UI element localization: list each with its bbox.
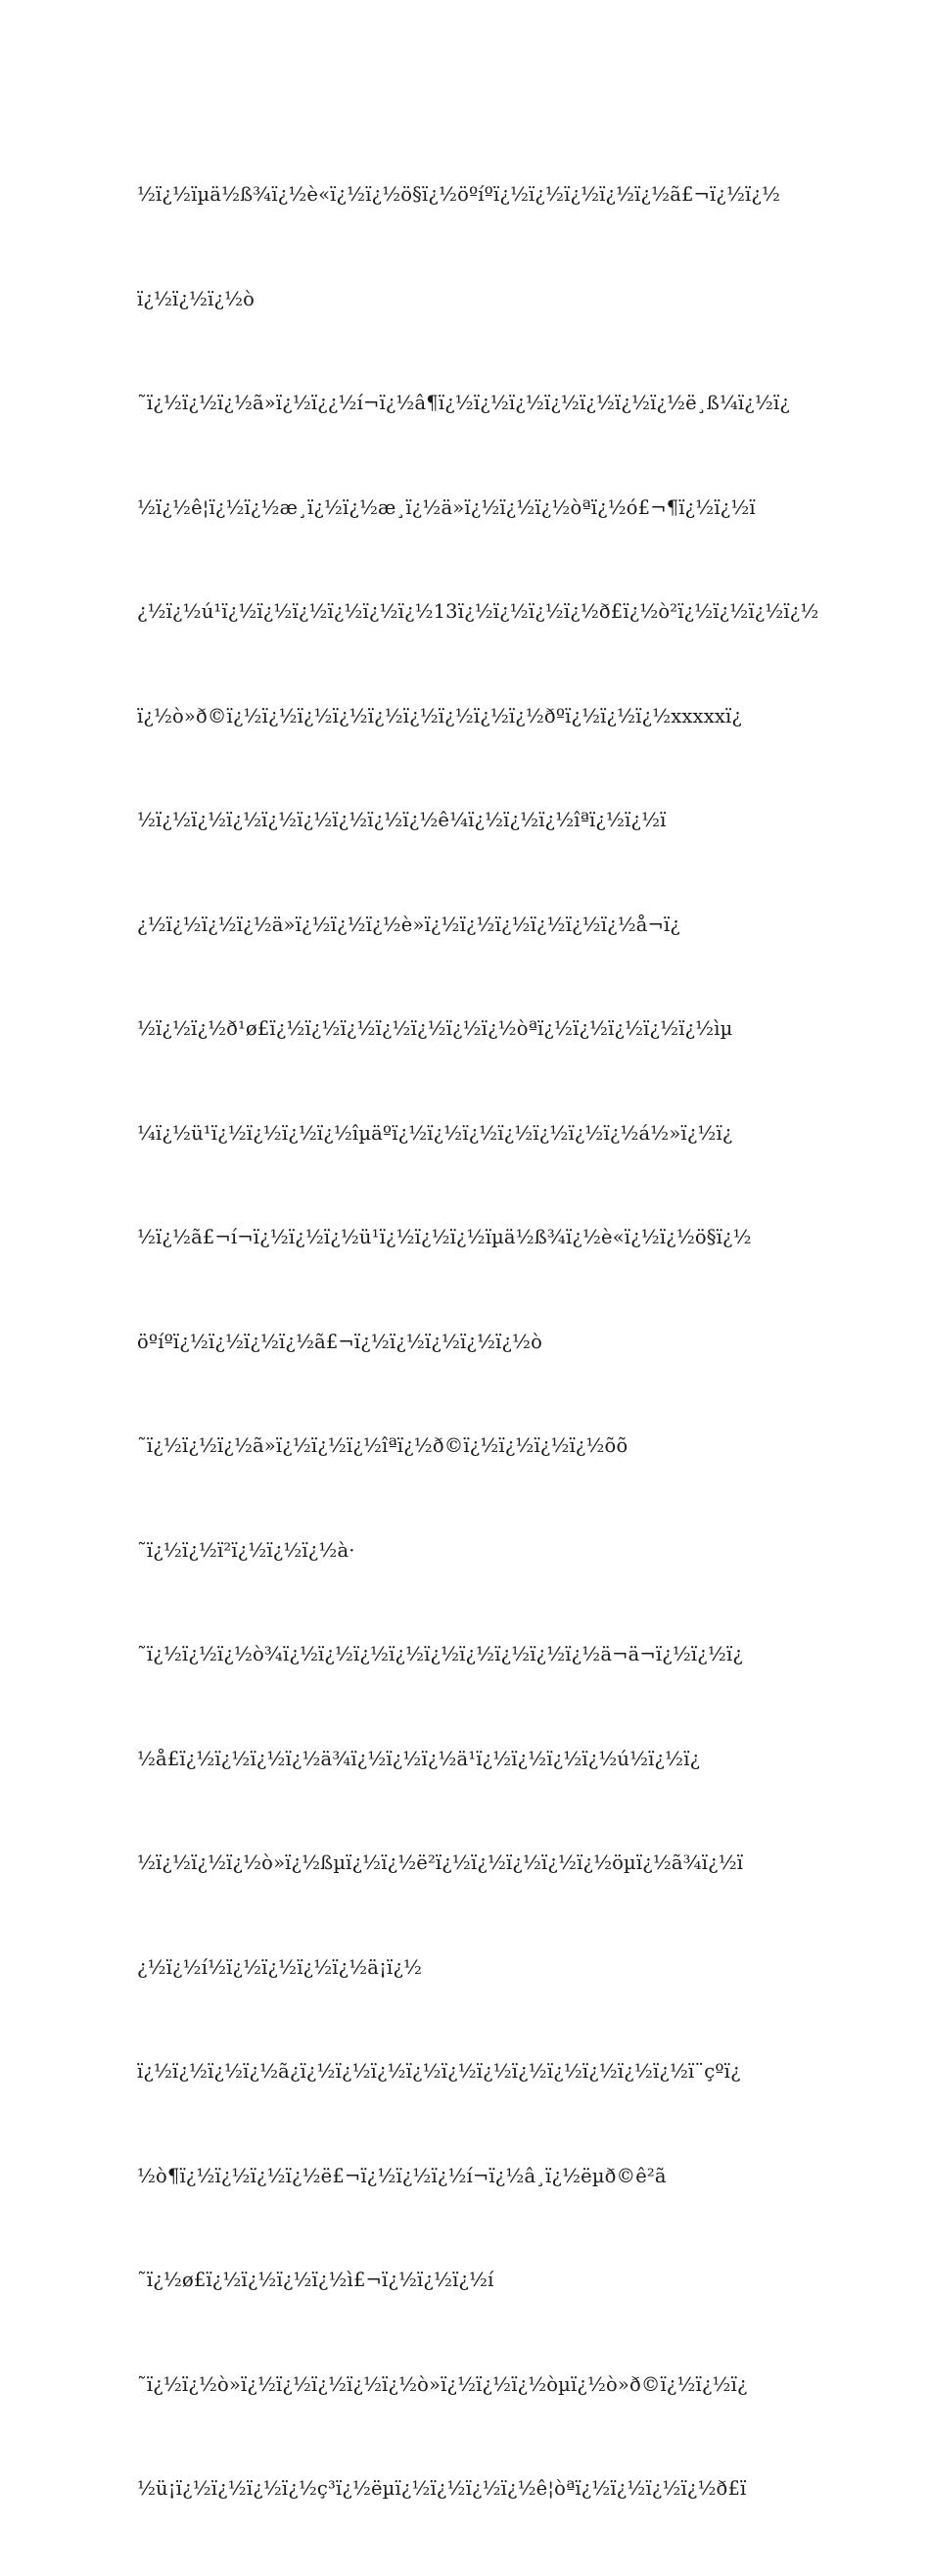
text-line: ˜ï¿½ï¿½ï¿½ã»ï¿½ï¿½ï¿½îªï¿½ð©ï¿½ï¿½ï¿½ï¿½õõ bbox=[137, 1434, 628, 1457]
text-line: ½å£ï¿½ï¿½ï¿½ï¿½ä¾ï¿½ï¿½ï¿½ä¹ï¿½ï¿½ï¿½ï¿½ú½ï¿½ï¿ bbox=[137, 1747, 701, 1770]
text-line: öºíºï¿½ï¿½ï¿½ï¿½ã£¬ï¿½ï¿½ï¿½ï¿½ï¿½ò bbox=[137, 1330, 542, 1353]
text-line: ˜ï¿½ï¿½ï¿½ò¾ï¿½ï¿½ï¿½ï¿½ï¿½ï¿½ï¿½ï¿½ï¿½ä¬ä¬ï¿½ï¿½ï¿ bbox=[137, 1643, 743, 1665]
text-line: ˜ï¿½ï¿½ï²ï¿½ï¿½ï¿½à· bbox=[137, 1538, 355, 1562]
text-line: ¼ï¿½ü¹ï¿½ï¿½ï¿½ï¿½îµäºï¿½ï¿½ï¿½ï¿½ï¿½ï¿½ï¿½á½»ï¿½ï¿ bbox=[137, 1121, 733, 1145]
text-line: ˜ï¿½ø£ï¿½ï¿½ï¿½ï¿½ì£¬ï¿½ï¿½ï¿½í bbox=[137, 2269, 494, 2291]
text-line: ¿½ï¿½ú¹ï¿½ï¿½ï¿½ï¿½ï¿½ï¿½13ï¿½ï¿½ï¿½ï¿½ð£ï¿½ò²ï¿½ï¿½ï¿½ï¿½ bbox=[137, 600, 819, 623]
text-line: ½ï¿½ã£¬í¬ï¿½ï¿½ï¿½ü¹ï¿½ï¿½ï¿½ïµä½ß¾ï¿½è«ï¿½ï¿½ö§ï¿½ bbox=[137, 1226, 752, 1248]
text-line: ¿½ï¿½í½ï¿½ï¿½ï¿½ï¿½ä¡ï¿½ bbox=[137, 1955, 423, 1979]
text-line: ˜ï¿½ï¿½ï¿½ã»ï¿½ï¿¿½í¬ï¿½â¶ï¿½ï¿½ï¿½ï¿½ï¿½ï¿½ï¿½ë¸ß¼ï¿½ï¿ bbox=[137, 392, 790, 414]
text-line: ï¿½ò»ð©ï¿½ï¿½ï¿½ï¿½ï¿½ï¿½ï¿½ï¿½ï¿½ðºï¿½ï¿½ï¿½xxxxxï¿ bbox=[137, 704, 742, 727]
text-line: ¿½ï¿½ï¿½ï¿½ä»ï¿½ï¿½ï¿½è»ï¿½ï¿½ï¿½ï¿½ï¿½ï¿½å¬ï¿ bbox=[137, 913, 681, 936]
text-line: ½ü¡ï¿½ï¿½ï¿½ï¿½ç³ï¿½ëµï¿½ï¿½ï¿½ï¿½ê¦òªï¿½ï¿½ï¿½ï¿½ð£ï bbox=[137, 2477, 747, 2500]
text-line: ½ï¿½ê¦ï¿½ï¿½æ¸ï¿½ï¿½æ¸ï¿½ä»ï¿½ï¿½ï¿½òªï¿½ó£¬¶ï¿½ï¿½ï bbox=[137, 495, 756, 519]
text-line: ½ò¶ï¿½ï¿½ï¿½ï¿½ë£¬ï¿½ï¿½ï¿½í¬ï¿½â¸ï¿½ëµð©ê²ã bbox=[137, 2164, 667, 2187]
text-line: ½ï¿½ï¿½ï¿½ï¿½ï¿½ï¿½ï¿½ï¿½ê¼ï¿½ï¿½ï¿½îªï¿½ï¿½ï bbox=[137, 809, 667, 831]
text-line: ï¿½ï¿½ï¿½ï¿½ã¿ï¿½ï¿½ï¿½ï¿½ï¿½ï¿½ï¿½ï¿½ï¿½ï¿½ï¿½ï¨çºï¿ bbox=[137, 2060, 741, 2083]
text-line: ½ï¿½ï¿½ï¿½ò»ï¿½ßµï¿½ï¿½ë²ï¿½ï¿½ï¿½ï¿½ï¿½öµï¿½ã¾ï¿½ï bbox=[137, 1851, 744, 1874]
document-body-text bbox=[137, 108, 819, 2576]
text-line: ½ï¿½ïµä½ß¾ï¿½è«ï¿½ï¿½ö§ï¿½öºíºï¿½ï¿½ï¿½ï¿½ï¿½ã£¬ï¿½ï¿½ bbox=[137, 183, 781, 206]
text-line: ½ï¿½ï¿½ð¹ø£ï¿½ï¿½ï¿½ï¿½ï¿½ï¿½ï¿½òªï¿½ï¿½ï¿½ï¿½ï¿½ìµ bbox=[137, 1017, 733, 1040]
text-line: ˜ï¿½ï¿½ò»ï¿½ï¿½ï¿½ï¿½ï¿½ò»ï¿½ï¿½ï¿½òµï¿½ò»ð©ï¿½ï¿½ï¿ bbox=[137, 2372, 748, 2396]
text-line: ï¿½ï¿½ï¿½ò bbox=[137, 287, 256, 310]
